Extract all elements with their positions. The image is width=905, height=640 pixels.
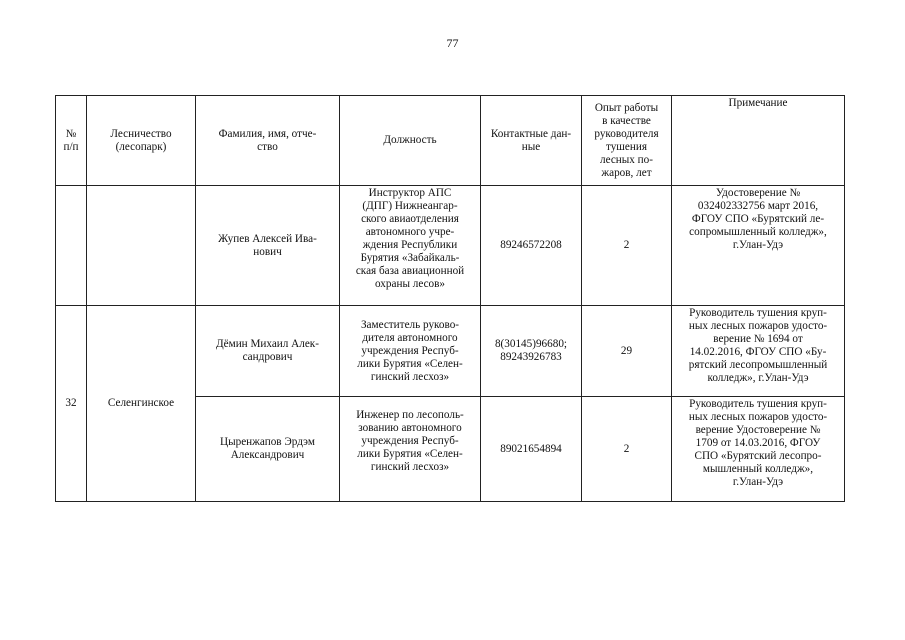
header-experience: Опыт работы в качестве руководителя тушения лесных по- жаров, лет bbox=[582, 96, 672, 186]
cell-position: Инструктор АПС (ДПГ) Нижнеангар- ского авиаотделения автономного учре- ждения Республики Бурятия «Забайкаль- ская база авиационной охраны лесов» bbox=[340, 186, 481, 306]
cell-position: Заместитель руково- дителя автономного учреждения Респуб- лики Бурятия «Селен- гинский лесхоз» bbox=[340, 306, 481, 397]
cell-experience: 2 bbox=[582, 397, 672, 502]
header-contacts: Контактные дан- ные bbox=[481, 96, 582, 186]
header-num: № п/п bbox=[56, 96, 87, 186]
header-name: Фамилия, имя, отче- ство bbox=[196, 96, 340, 186]
cell-remark: Руководитель тушения круп- ных лесных пожаров удосто- верение № 1694 от 14.02.2016, ФГОУ СПО «Бу- рятский лесопромышленный колледж», г.Улан-Удэ bbox=[672, 306, 845, 397]
cell-position: Инженер по лесополь- зованию автономного учреждения Респуб- лики Бурятия «Селен- гинский лесхоз» bbox=[340, 397, 481, 502]
cell-experience: 29 bbox=[582, 306, 672, 397]
cell-name: Дёмин Михаил Алек- сандрович bbox=[196, 306, 340, 397]
table-row bbox=[56, 306, 845, 397]
cell-contacts: 89021654894 bbox=[481, 397, 582, 502]
fire-managers-table bbox=[55, 95, 845, 502]
header-row bbox=[56, 96, 845, 186]
cell-group-number: 32 bbox=[56, 306, 87, 502]
table-row bbox=[56, 186, 845, 306]
cell-name: Жупев Алексей Ива- нович bbox=[196, 186, 340, 306]
cell-remark: Удостоверение № 032402332756 март 2016, ФГОУ СПО «Бурятский ле- сопромышленный колледж», г.Улан-Удэ bbox=[672, 186, 845, 306]
empty-forestry-cell bbox=[87, 186, 196, 306]
empty-num-cell bbox=[56, 186, 87, 306]
cell-contacts: 89246572208 bbox=[481, 186, 582, 306]
header-remark: Примечание bbox=[672, 96, 845, 186]
cell-name: Цыренжапов Эрдэм Александрович bbox=[196, 397, 340, 502]
cell-contacts: 8(30145)96680; 89243926783 bbox=[481, 306, 582, 397]
page-number: 77 bbox=[446, 36, 459, 50]
header-position: Должность bbox=[340, 96, 481, 186]
cell-remark: Руководитель тушения круп- ных лесных пожаров удосто- верение Удостоверение № 1709 от 14.03.2016, ФГОУ СПО «Бурятский лесопро- мышленный колледж», г.Улан-Удэ bbox=[672, 397, 845, 502]
cell-experience: 2 bbox=[582, 186, 672, 306]
cell-group-forestry: Селенгинское bbox=[87, 306, 196, 502]
header-forestry: Лесничество (лесопарк) bbox=[87, 96, 196, 186]
